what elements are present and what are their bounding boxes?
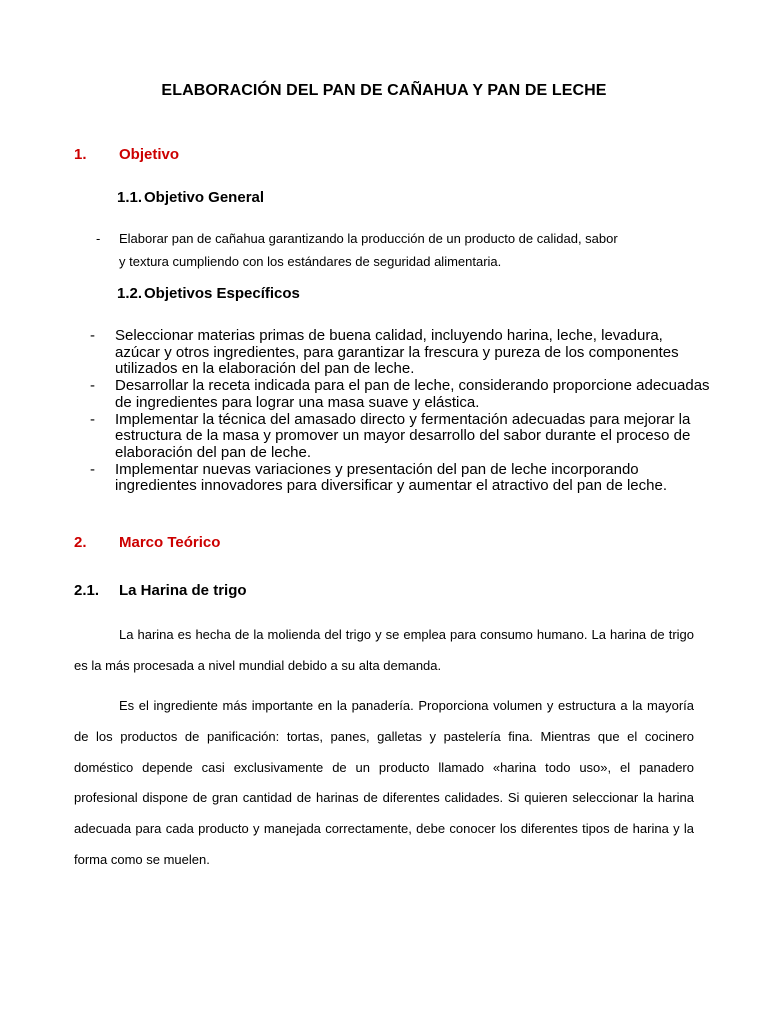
general-objective-line-2: y textura cumpliendo con los estándares de seguridad alimentaria. [119, 254, 502, 269]
document-title: ELABORACIÓN DEL PAN DE CAÑAHUA Y PAN DE LECHE [161, 82, 607, 99]
list-dash: - [90, 410, 95, 428]
list-item [90, 328, 710, 378]
subsection-1-1-heading: Objetivo General [144, 189, 265, 206]
list-item-text: Desarrollar la receta indicada para el pan de leche, considerando proporcione adecuadas de ingredientes para lograr una masa suave y elástica. [115, 377, 710, 411]
paragraph-1-text: La harina es hecha de la molienda del trigo y se emplea para consumo humano. La harina de trigo es la más procesada a nivel mundial debido a su alta demanda. [74, 627, 694, 673]
list-item-text: Implementar nuevas variaciones y presentación del pan de leche incorporando ingredientes innovadores para diversificar y aumentar el atractivo del pan de leche. [115, 460, 667, 495]
section-2-number: 2. [74, 534, 87, 551]
list-dash: - [90, 327, 95, 344]
specific-objectives-list [90, 328, 710, 495]
paragraph-2 [74, 691, 694, 876]
general-objective-line-1: Elaborar pan de cañahua garantizando la producción de un producto de calidad, sabor [119, 231, 618, 246]
subsection-1-1-number: 1.1. [117, 189, 143, 206]
list-item [90, 462, 710, 495]
list-item-text: Seleccionar materias primas de buena calidad, incluyendo harina, leche, levadura, azúcar y otros ingredientes, para garantizar la frescura y pureza de los componentes utilizados en la elaboración del pan de leche. [115, 327, 679, 378]
subsection-1-2-heading: Objetivos Específicos [144, 285, 300, 302]
section-1-heading: Objetivo [119, 146, 180, 163]
subsection-2-1-heading: La Harina de trigo [119, 582, 247, 599]
subsection-2-1-number: 2.1. [74, 582, 100, 599]
section-2-heading: Marco Teórico [119, 534, 221, 551]
subsection-1-2-number: 1.2. [117, 285, 143, 302]
paragraph-2-text: Es el ingrediente más importante en la panadería. Proporciona volumen y estructura a la mayoría de los productos de panificación: tortas, panes, galletas y pastelería fina. Mientras que el cocinero doméstico depende casi exclusivamente de un producto llamado «harina todo uso», el panadero profesional dispone de gran cantidad de harinas de diferentes calidades. Si quieren seleccionar la harina adecuada para cada producto y manejada correctamente, debe conocer los diferentes tipos de harina y la forma como se muelen. [74, 698, 694, 867]
list-item-text: Implementar la técnica del amasado directo y fermentación adecuadas para mejorar la estructura de la masa y promover un mayor desarrollo del sabor durante el proceso de elaboración del pan de leche. [115, 410, 691, 461]
section-1-number: 1. [74, 146, 87, 163]
general-objective-dash: - [96, 231, 101, 246]
list-item [90, 412, 710, 462]
list-dash: - [90, 377, 95, 395]
paragraph-1 [74, 620, 694, 682]
list-dash: - [90, 460, 95, 478]
list-item [90, 378, 710, 411]
